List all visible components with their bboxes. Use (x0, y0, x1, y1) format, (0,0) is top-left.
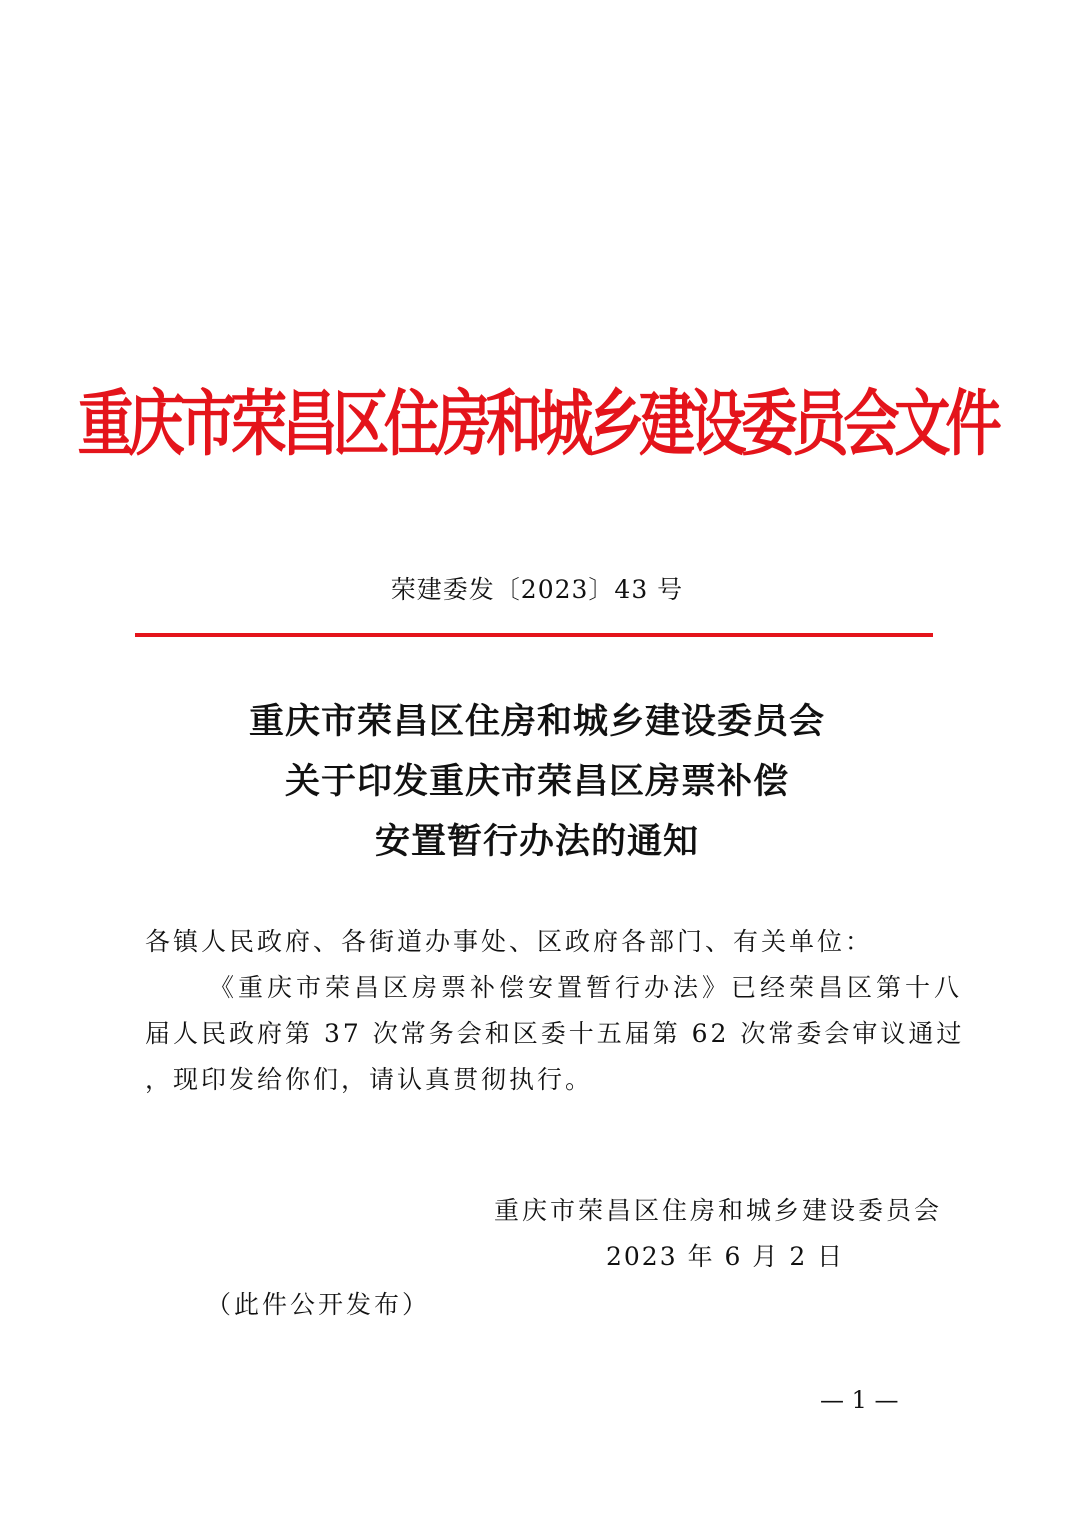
issue-date: 2023 年 6 月 2 日 (606, 1242, 845, 1271)
body-paragraph-line-3: ，现印发给你们，请认真贯彻执行。 (145, 1065, 594, 1094)
page-number: — 1 — (820, 1386, 899, 1414)
public-release-note: （此件公开发布） (206, 1290, 431, 1319)
issuer-signature: 重庆市荣昌区住房和城乡建设委员会 (493, 1196, 942, 1225)
body-paragraph-line-1: 《重庆市荣昌区房票补偿安置暂行办法》已经荣昌区第十八 (209, 973, 964, 1002)
title-line-3: 安置暂行办法的通知 (374, 821, 699, 862)
document-number: 荣建委发〔2023〕43 号 (390, 575, 684, 604)
document-title (0, 692, 1074, 872)
red-divider-line (135, 633, 933, 637)
addressee: 各镇人民政府、各街道办事处、区政府各部门、有关单位： (145, 927, 874, 956)
masthead-title: 重庆市荣昌区住房和城乡建设委员会文件 (77, 383, 997, 467)
title-line-1: 重庆市荣昌区住房和城乡建设委员会 (248, 701, 825, 742)
body-paragraph-line-2: 届人民政府第 37 次常务会和区委十五届第 62 次常委会审议通过 (145, 1019, 965, 1048)
title-line-2: 关于印发重庆市荣昌区房票补偿 (284, 761, 789, 802)
